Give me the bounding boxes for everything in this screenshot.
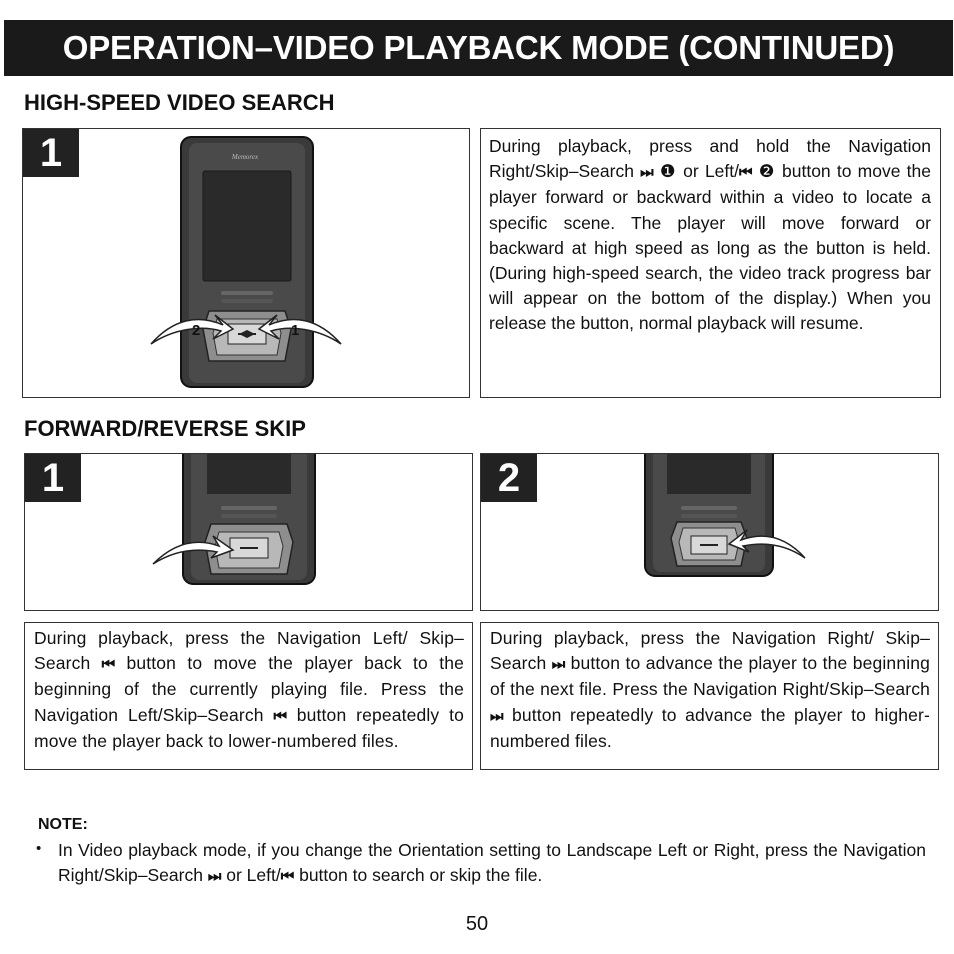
step-badge: 1 (25, 454, 81, 502)
illustration-skip-2 (480, 453, 939, 611)
device-illustration (23, 129, 469, 397)
device-illustration (481, 454, 938, 610)
skip-prev-icon: ⏮ (739, 164, 750, 182)
device-illustration (25, 454, 472, 610)
skip-next-icon: ⏭ (640, 164, 651, 182)
arrow-label-right: 1 (291, 322, 300, 339)
skip-prev-icon: ⏮ (101, 656, 113, 674)
text-box-high-speed (480, 128, 941, 398)
step-badge: 1 (23, 129, 79, 177)
text-box-skip-left (24, 622, 473, 770)
step-badge: 2 (481, 454, 537, 502)
page-title: OPERATION–VIDEO PLAYBACK MODE (CONTINUED) (4, 20, 953, 76)
skip-prev-icon: ⏮ (273, 707, 284, 725)
note-bullet: • (36, 840, 42, 857)
skip-left-description: During playback, press the Navigation Left/ Skip–Search ⏮ button to move the player back to the beginning of the currently playing file. Press the Navigation Left/Skip–Search ⏮ button repeatedly to move the player back to lower-numbered files. (34, 628, 465, 751)
page-number: 50 (465, 913, 489, 935)
illustration-skip-1 (24, 453, 473, 611)
section-title-high-speed: HIGH-SPEED VIDEO SEARCH (24, 90, 335, 115)
skip-next-icon: ⏭ (551, 656, 563, 674)
skip-next-icon: ⏭ (207, 868, 219, 885)
device-brand-text: Memorex (231, 153, 259, 161)
section-title-skip: FORWARD/REVERSE SKIP (24, 416, 306, 441)
arrow-label-left: 2 (192, 322, 201, 339)
note-title: NOTE: (38, 816, 88, 833)
skip-next-icon: ⏭ (490, 707, 501, 725)
note-text: In Video playback mode, if you change the Orientation setting to Landscape Left or Right, press the Navigation Right/Skip–Search ⏭ or Left/⏮ button to search or skip the file. (58, 840, 926, 885)
illustration-high-speed (22, 128, 470, 398)
skip-prev-icon: ⏮ (280, 868, 292, 885)
skip-right-description: During playback, press the Navigation Right/ Skip–Search ⏭ button to advance the player to the beginning of the next file. Press the Navigation Right/Skip–Search ⏭ button repeatedly to advance the player to higher-numbered files. (490, 628, 931, 751)
high-speed-description: During playback, press and hold the Navigation Right/Skip–Search ⏭ ❶ or Left/⏮ ❷ button to move the player forward or backward within a video to locate a specific scene. The player will move forward or backward at high speed as long as the button is held. (During high-speed search, the video track progress bar will appear on the bottom of the display.) When you release the button, normal playback will resume. (489, 136, 931, 334)
text-box-skip-right (480, 622, 939, 770)
